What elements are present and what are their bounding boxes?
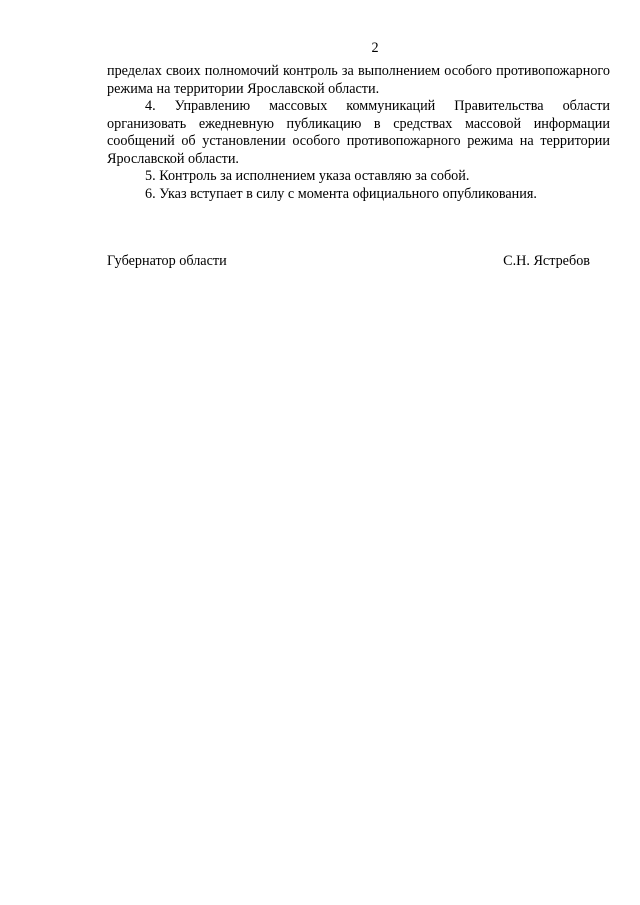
paragraph-item-4: 4. Управлению массовых коммуникаций Правительства области организовать ежедневную публикацию в средствах массовой информации сообщений об установлении особого противопожарного режима на территории Ярославской области. [107,98,610,167]
signature-block [107,253,590,271]
signatory-position: Губернатор области [107,253,227,269]
signatory-name: С.Н. Ястребов [503,253,590,269]
paragraph-continuation: пределах своих полномочий контроль за выполнением особого противопожарного режима на территории Ярославской области. [107,63,610,97]
page-number: 2 [371,40,379,56]
paragraph-item-6: 6. Указ вступает в силу с момента официального опубликования. [145,185,537,202]
paragraph-item-5: 5. Контроль за исполнением указа оставляю за собой. [145,168,470,184]
document-body [107,63,610,203]
